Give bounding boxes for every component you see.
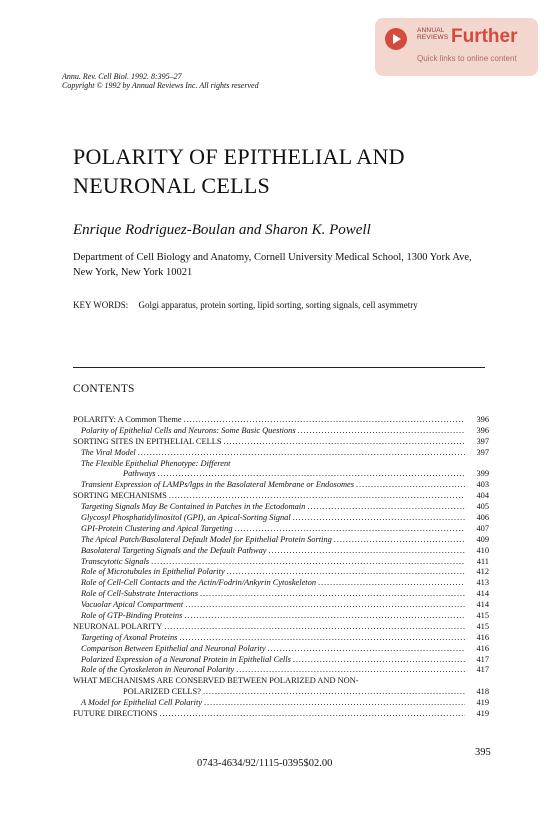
toc-leader-dots	[268, 644, 465, 655]
toc-entry-title: The Apical Patch/Basolateral Default Model for Epithelial Protein Sorting	[81, 534, 332, 544]
journal-citation	[62, 72, 259, 90]
toc-entry[interactable]	[73, 622, 489, 633]
toc-entry-title: Role of Cell-Substrate Interactions	[81, 589, 199, 599]
toc-entry[interactable]	[73, 709, 489, 720]
toc-entry[interactable]	[73, 589, 489, 600]
toc-entry[interactable]	[73, 524, 489, 535]
toc-leader-dots	[293, 655, 465, 666]
toc-entry[interactable]	[73, 676, 489, 687]
contents-heading: CONTENTS	[73, 383, 135, 395]
toc-entry-title: The Flexible Epithelial Phenotype: Different	[81, 458, 231, 468]
toc-leader-dots	[227, 567, 465, 578]
toc-leader-dots	[318, 578, 465, 589]
keywords-text: Golgi apparatus, protein sorting, lipid sorting, sorting signals, cell asymmetry	[138, 300, 418, 310]
toc-leader-dots	[298, 426, 465, 437]
toc-leader-dots	[159, 709, 465, 720]
badge-tagline: Quick links to online content	[417, 54, 517, 63]
toc-entry[interactable]	[73, 513, 489, 524]
toc-entry[interactable]	[73, 502, 489, 513]
citation-copyright: Copyright © 1992 by Annual Reviews Inc. All rights reserved	[62, 81, 259, 90]
toc-entry-page: 417	[476, 654, 489, 664]
keywords-label: KEY WORDS:	[73, 300, 129, 310]
toc-entry-title: NEURONAL POLARITY	[73, 621, 163, 631]
toc-entry-page: 415	[476, 621, 489, 631]
toc-entry[interactable]	[73, 665, 489, 676]
toc-entry-page: 419	[476, 709, 489, 719]
toc-entry[interactable]	[73, 491, 489, 502]
toc-entry[interactable]	[73, 535, 489, 546]
badge-brand: ANNUAL REVIEWS	[417, 27, 449, 41]
toc-entry-page: 416	[476, 632, 489, 642]
toc-entry-title: GPI-Protein Clustering and Apical Targeting	[81, 523, 233, 533]
page-number: 395	[475, 747, 491, 758]
toc-leader-dots	[356, 480, 465, 491]
toc-entry[interactable]	[73, 448, 489, 459]
toc-entry[interactable]	[73, 578, 489, 589]
toc-leader-dots	[293, 513, 465, 524]
title-line-2: NEURONAL CELLS	[73, 173, 271, 198]
toc-entry-page: 417	[476, 665, 489, 675]
toc-entry-title: Transient Expression of LAMPs/lgps in the Basolateral Membrane or Endosomes	[81, 480, 355, 490]
toc-leader-dots	[235, 524, 465, 535]
toc-entry-title: POLARIZED CELLS?	[123, 687, 201, 697]
article-authors: Enrique Rodriguez-Boulan and Sharon K. Powell	[73, 222, 371, 238]
toc-leader-dots	[269, 546, 466, 557]
toc-entry-page: 418	[476, 687, 489, 697]
toc-leader-dots	[185, 600, 465, 611]
article-code: 0743-4634/92/1115-0395$02.00	[197, 758, 333, 769]
toc-entry-title: SORTING SITES IN EPITHELIAL CELLS	[73, 436, 222, 446]
toc-entry[interactable]	[73, 546, 489, 557]
toc-leader-dots	[138, 448, 465, 459]
play-circle-icon	[385, 28, 407, 50]
toc-entry-title: Role of the Cytoskeleton in Neuronal Polarity	[81, 665, 235, 675]
toc-entry-title: Basolateral Targeting Signals and the Default Pathway	[81, 545, 267, 555]
section-divider	[73, 367, 485, 368]
toc-entry-page: 405	[476, 502, 489, 512]
toc-entry[interactable]	[73, 655, 489, 666]
toc-leader-dots	[334, 535, 465, 546]
toc-entry[interactable]	[73, 469, 489, 480]
toc-entry-title: WHAT MECHANISMS ARE CONSERVED BETWEEN POLARIZED AND NON-	[73, 676, 359, 686]
toc-entry[interactable]	[73, 600, 489, 611]
toc-entry-title: SORTING MECHANISMS	[73, 491, 167, 501]
toc-entry-page: 413	[476, 578, 489, 588]
toc-entry-title: Targeting Signals May Be Contained in Patches in the Ectodomain	[81, 502, 306, 512]
toc-entry-page: 396	[476, 415, 489, 424]
toc-entry-title: Role of Microtubules in Epithelial Polarity	[81, 567, 225, 577]
toc-entry[interactable]	[73, 426, 489, 437]
toc-entry[interactable]	[73, 611, 489, 622]
toc-entry-title: Vacuolar Apical Compartment	[81, 600, 184, 610]
toc-entry[interactable]	[73, 415, 489, 426]
toc-leader-dots	[236, 665, 465, 676]
toc-entry[interactable]	[73, 687, 489, 698]
keywords	[73, 300, 418, 310]
toc-entry-page: 396	[476, 425, 489, 435]
toc-entry-page: 411	[476, 556, 489, 566]
toc-entry-title: Transcytotic Signals	[81, 556, 150, 566]
toc-entry-title: Role of GTP-Binding Proteins	[81, 611, 183, 621]
toc-leader-dots	[179, 633, 465, 644]
title-line-1: POLARITY OF EPITHELIAL AND	[73, 144, 405, 169]
toc-entry-page: 409	[476, 534, 489, 544]
toc-entry-page: 406	[476, 513, 489, 523]
toc-entry-title: Targeting of Axonal Proteins	[81, 632, 178, 642]
toc-entry-title: Polarized Expression of a Neuronal Protein in Epithelial Cells	[81, 654, 291, 664]
annual-reviews-further-badge[interactable]	[375, 18, 538, 76]
toc-entry-page: 403	[476, 480, 489, 490]
toc-leader-dots	[224, 437, 465, 448]
toc-entry-page: 404	[476, 491, 489, 501]
toc-entry-title: Polarity of Epithelial Cells and Neurons: Some Basic Questions	[81, 425, 296, 435]
toc-leader-dots	[200, 589, 465, 600]
toc-entry[interactable]	[73, 644, 489, 655]
toc-entry[interactable]	[73, 633, 489, 644]
toc-leader-dots	[151, 557, 465, 568]
toc-entry-page: 419	[476, 698, 489, 708]
toc-entry-title: Pathways	[123, 469, 156, 479]
toc-leader-dots	[307, 502, 465, 513]
toc-entry[interactable]	[73, 437, 489, 448]
toc-entry[interactable]	[73, 557, 489, 568]
table-of-contents	[73, 415, 489, 720]
toc-entry[interactable]	[73, 567, 489, 578]
citation-line-1: Annu. Rev. Cell Biol. 1992. 8:395–27	[62, 72, 182, 81]
toc-entry-title: FUTURE DIRECTIONS	[73, 709, 158, 719]
toc-leader-dots	[184, 415, 465, 426]
toc-entry-page: 415	[476, 611, 489, 621]
toc-entry-page: 410	[476, 545, 489, 555]
toc-leader-dots	[184, 611, 465, 622]
toc-entry[interactable]	[73, 459, 489, 470]
toc-entry[interactable]	[73, 698, 489, 709]
author-affiliation: Department of Cell Biology and Anatomy, Cornell University Medical School, 1300 York Ave, New York, New York 10021	[73, 252, 472, 278]
badge-further-label: Further	[451, 26, 518, 47]
toc-entry-page: 412	[476, 567, 489, 577]
toc-leader-dots	[204, 698, 465, 709]
toc-entry[interactable]	[73, 480, 489, 491]
toc-entry-page: 414	[476, 589, 489, 599]
toc-entry-page: 399	[476, 469, 489, 479]
toc-entry-page: 397	[476, 436, 489, 446]
article-title	[73, 142, 405, 200]
toc-entry-title: Glycosyl Phosphatidylinositol (GPI), an Apical-Sorting Signal	[81, 513, 291, 523]
toc-entry-page: 416	[476, 643, 489, 653]
toc-leader-dots	[203, 687, 465, 698]
toc-entry-title: POLARITY: A Common Theme	[73, 415, 182, 424]
toc-entry-title: Role of Cell-Cell Contacts and the Actin/Fodrin/Ankyrin Cytoskeleton	[81, 578, 317, 588]
toc-entry-title: A Model for Epithelial Cell Polarity	[81, 698, 203, 708]
toc-leader-dots	[169, 491, 465, 502]
toc-entry-title: Comparison Between Epithelial and Neuronal Polarity	[81, 643, 266, 653]
toc-entry-title: The Viral Model	[81, 447, 136, 457]
toc-leader-dots	[164, 622, 465, 633]
toc-entry-page: 414	[476, 600, 489, 610]
toc-entry-page: 407	[476, 523, 489, 533]
toc-leader-dots	[158, 469, 465, 480]
toc-entry-page: 397	[476, 447, 489, 457]
